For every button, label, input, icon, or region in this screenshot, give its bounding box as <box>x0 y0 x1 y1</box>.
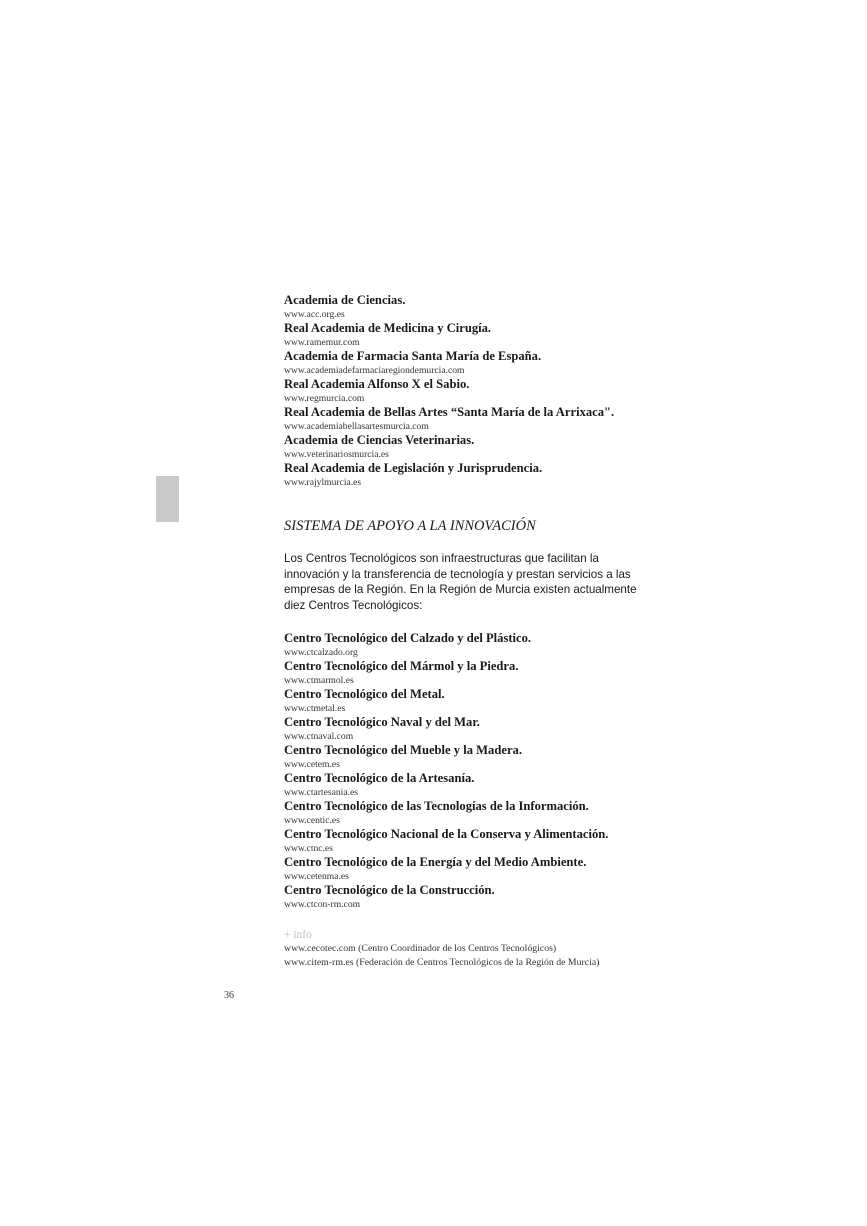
list-item <box>284 321 654 349</box>
entry-title: Centro Tecnológico Nacional de la Conserva y Alimentación. <box>284 827 609 841</box>
entry-title: Centro Tecnológico Naval y del Mar. <box>284 715 480 729</box>
entry-title: Centro Tecnológico del Metal. <box>284 687 445 701</box>
list-item <box>284 405 654 433</box>
entry-url[interactable]: www.ctnc.es <box>284 843 333 854</box>
entry-url[interactable]: www.veterinariosmurcia.es <box>284 449 389 460</box>
entry-url[interactable]: www.ctnaval.com <box>284 731 354 742</box>
list-item <box>284 771 654 799</box>
entry-url[interactable]: www.ctcon-rm.com <box>284 899 361 910</box>
more-info-link[interactable]: www.citem-rm.es (Federación de Centros Tecnológicos de la Región de Murcia) <box>284 956 600 968</box>
entry-url[interactable]: www.academiadefarmaciaregiondemurcia.com <box>284 365 465 376</box>
list-item <box>284 827 654 855</box>
entry-title: Real Academia de Medicina y Cirugía. <box>284 321 492 335</box>
entry-title: Centro Tecnológico de la Construcción. <box>284 883 495 897</box>
entry-url[interactable]: www.academiabellasartesmurcia.com <box>284 421 429 432</box>
intro-paragraph: Los Centros Tecnológicos son infraestructuras que facilitan la innovación y la transferencia de tecnología y prestan servicios a las empresas de la Región. En la Región de Murcia existen actualmente diez Centros Tecnológicos: <box>284 552 637 612</box>
list-item <box>284 659 654 687</box>
entry-title: Academia de Farmacia Santa María de España. <box>284 349 542 363</box>
entry-title: Real Academia Alfonso X el Sabio. <box>284 377 470 391</box>
entry-title: Centro Tecnológico de la Artesanía. <box>284 771 475 785</box>
entry-title: Centro Tecnológico de la Energía y del Medio Ambiente. <box>284 855 587 869</box>
entry-url[interactable]: www.regmurcia.com <box>284 393 365 404</box>
list-item <box>284 715 654 743</box>
list-item <box>284 377 654 405</box>
entry-title: Real Academia de Bellas Artes “Santa María de la Arrixaca". <box>284 405 615 419</box>
centers-list <box>284 631 654 911</box>
list-item <box>284 743 654 771</box>
entry-url[interactable]: www.ctcalzado.org <box>284 647 358 658</box>
entry-title: Centro Tecnológico del Mueble y la Madera. <box>284 743 522 757</box>
section-heading: SISTEMA DE APOYO A LA INNOVACIÓN <box>284 518 536 534</box>
entry-title: Centro Tecnológico de las Tecnologías de la Información. <box>284 799 589 813</box>
page-number: 36 <box>224 990 234 1001</box>
entry-url[interactable]: www.centic.es <box>284 815 340 826</box>
entry-title: Centro Tecnológico del Mármol y la Piedra. <box>284 659 519 673</box>
list-item <box>284 883 654 911</box>
entry-title: Real Academia de Legislación y Jurisprudencia. <box>284 461 543 475</box>
entry-url[interactable]: www.cetem.es <box>284 759 340 770</box>
list-item <box>284 799 654 827</box>
more-info-label: + info <box>284 929 312 941</box>
entry-url[interactable]: www.ctartesania.es <box>284 787 358 798</box>
list-item <box>284 349 654 377</box>
more-info-block <box>284 928 654 969</box>
academies-list <box>284 293 654 489</box>
entry-url[interactable]: www.ramemur.com <box>284 337 360 348</box>
side-tab-marker <box>156 476 179 522</box>
more-info-link[interactable]: www.cecotec.com (Centro Coordinador de los Centros Tecnológicos) <box>284 943 557 954</box>
entry-url[interactable]: www.ctmarmol.es <box>284 675 354 686</box>
page-content <box>284 293 654 969</box>
entry-url[interactable]: www.rajylmurcia.es <box>284 477 362 488</box>
entry-title: Academia de Ciencias Veterinarias. <box>284 433 475 447</box>
entry-url[interactable]: www.ctmetal.es <box>284 703 346 714</box>
entry-title: Centro Tecnológico del Calzado y del Plástico. <box>284 631 532 645</box>
list-item <box>284 461 654 489</box>
list-item <box>284 855 654 883</box>
list-item <box>284 631 654 659</box>
list-item <box>284 687 654 715</box>
list-item <box>284 293 654 321</box>
entry-title: Academia de Ciencias. <box>284 293 406 307</box>
entry-url[interactable]: www.acc.org.es <box>284 309 345 320</box>
entry-url[interactable]: www.cetenma.es <box>284 871 349 882</box>
list-item <box>284 433 654 461</box>
